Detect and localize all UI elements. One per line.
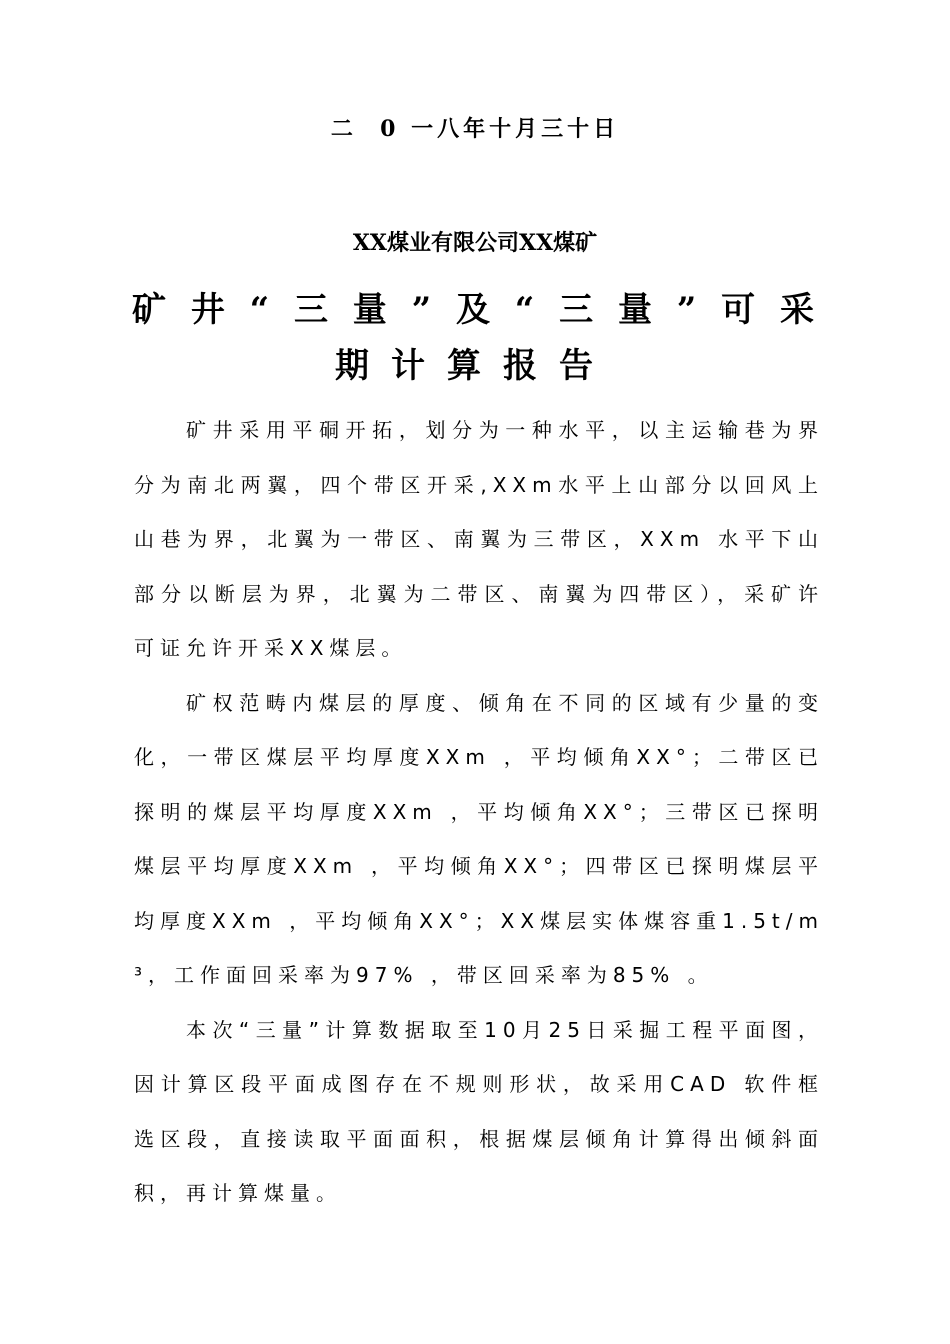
report-date: 二 0 一八年十月三十日 xyxy=(330,116,620,142)
paragraph-development: 矿井采用平硐开拓，划分为一种水平，以主运输巷为界分为南北两翼，四个带区开采,XXm水平上山部分以回风上山巷为界，北翼为一带区、南翼为三带区，XXm 水平下山部分以断层为界，北翼为二带区、南翼为四带区），采矿许可证允许开采XX煤层。 xyxy=(134,418,824,660)
report-body xyxy=(134,403,824,1221)
paragraph-calculation-method: 本次“三量”计算数据取至10月25日采掘工程平面图，因计算区段平面成图存在不规则形状，故采用CAD 软件框选区段，直接读取平面面积，根据煤层倾角计算得出倾斜面积，再计算煤量。 xyxy=(134,1017,824,1205)
report-title-line-1: 矿井“三量”及“三量”可采 xyxy=(132,290,822,330)
company-name: XX煤业有限公司XX煤矿 xyxy=(352,230,598,256)
paragraph-coal-seam: 矿权范畴内煤层的厚度、倾角在不同的区域有少量的变化，一带区煤层平均厚度XXm ，平均倾角XX°；二带区已探明的煤层平均厚度XXm ，平均倾角XX°；三带区已探明煤层平均厚度XXm ，平均倾角XX°；四带区已探明煤层平均厚度XXm ，平均倾角XX°；XX煤层实体煤容重1.5t/m³，工作面回采率为97% ，带区回采率为85% 。 xyxy=(134,690,824,987)
report-title-line-2: 期计算报告 xyxy=(335,346,615,386)
